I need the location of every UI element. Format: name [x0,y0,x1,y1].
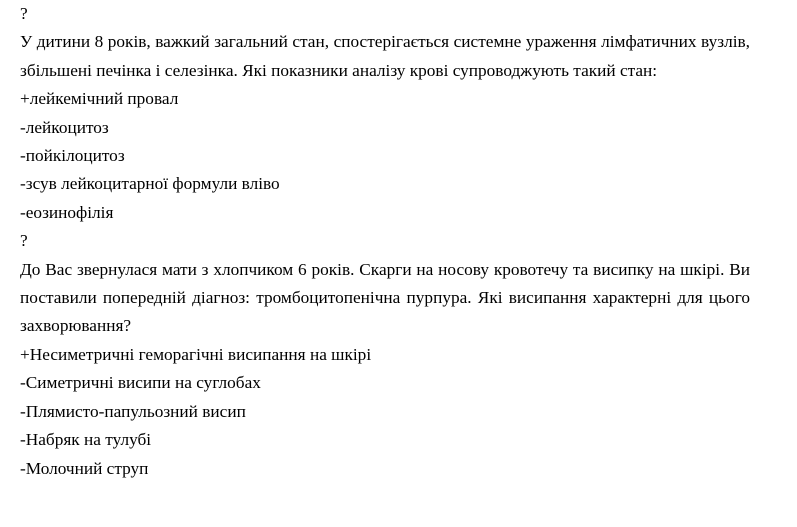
answer-option-correct: +Несиметричні геморагічні висипання на шкірі [20,344,372,364]
answer-option: -Симетричні висипи на суглобах [20,373,261,393]
answer-option: -зсув лейкоцитарної формули вліво [20,174,280,194]
answer-option: -Молочний струп [20,458,149,478]
document-page [20,0,750,483]
question-stem: До Вас звернулася мати з хлопчиком 6 років. Скарги на носову кровотечу та висипку на шкірі. Ви поставили попередній діагноз: тромбоцитопенічна пурпура. Які висипання характерні для цього захворювання? [20,259,750,336]
answer-option: -Плямисто-папульозний висип [20,401,246,421]
answer-option: -пойкілоцитоз [20,146,125,166]
question-marker: ? [20,231,28,251]
answer-option: -лейкоцитоз [20,117,109,137]
question-2 [20,227,750,483]
answer-option-correct: +лейкемічний провал [20,89,179,109]
question-marker: ? [20,4,28,23]
question-1 [20,0,750,227]
question-stem: У дитини 8 років, важкий загальний стан, спостерігається системне ураження лімфатичних вузлів, збільшені печінка і селезінка. Які показники аналізу крові супроводжують такий стан: [20,32,750,80]
answer-option: -еозинофілія [20,202,114,222]
answer-option: -Набряк на тулубі [20,430,152,450]
